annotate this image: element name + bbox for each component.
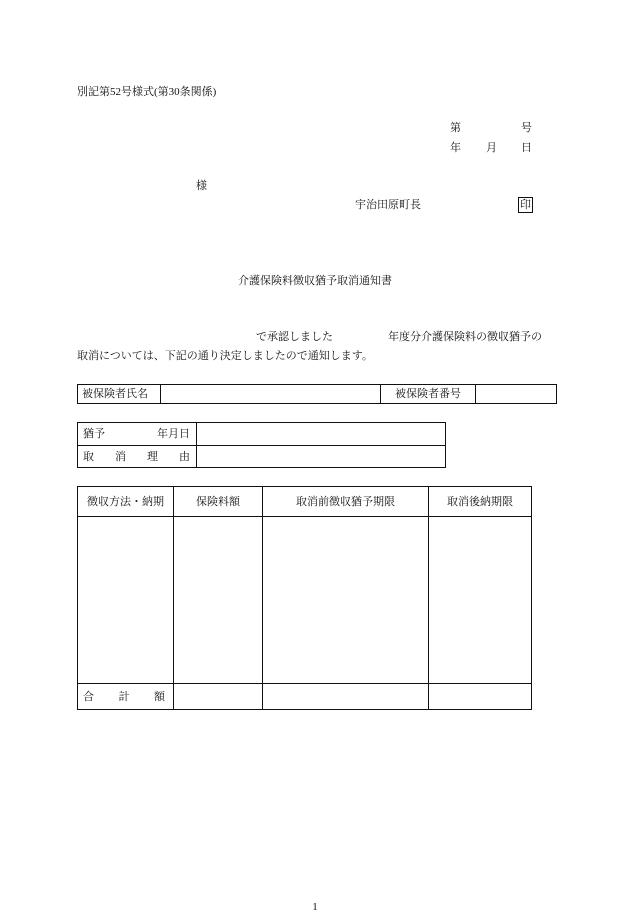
number-prefix: 第 [450,122,461,134]
insured-number-value [476,385,557,404]
issuer-name: 宇治田原町長 [355,199,421,211]
deferral-date-value [197,423,446,446]
cancel-reason-row [78,446,446,468]
date-month: 月 [486,142,497,154]
page-number: 1 [312,901,318,913]
cancel-reason-char: 消 [115,450,126,463]
deferral-date-label-suffix: 年月日 [157,428,190,440]
total-post-cancel-cell [429,684,532,710]
seal-mark: 印 [520,199,531,211]
body-text-part1: で承認しました [256,331,333,343]
collection-header-row [78,487,532,517]
total-label-char: 計 [118,690,130,703]
deferral-date-label-prefix: 猶予 [83,428,105,440]
insured-name-label: 被保険者氏名 [78,385,161,404]
number-suffix: 号 [521,122,532,134]
insured-table [77,384,557,404]
date-year: 年 [450,142,461,154]
form-id: 別記第52号様式(第30条関係) [77,86,217,98]
insured-name-value [161,385,381,404]
total-premium-cell [174,684,263,710]
post-cancel-deadline-cell [429,517,532,684]
pre-cancel-deadline-cell [263,517,429,684]
header-collection-method: 徴収方法・納期 [78,487,174,517]
cancel-reason-value [197,446,446,468]
total-label-char: 額 [154,690,165,703]
header-post-cancel-deadline: 取消後納期限 [429,487,532,517]
total-label-char: 合 [83,690,94,703]
insured-row [78,385,557,404]
collection-table [77,486,532,710]
deferral-table [77,422,446,468]
premium-amount-cell [174,517,263,684]
total-label [78,684,174,710]
collection-total-row [78,684,532,710]
collection-body-row [78,517,532,684]
cancel-reason-char: 取 [83,450,94,463]
insured-number-label: 被保険者番号 [381,385,476,404]
collection-method-cell [78,517,174,684]
document-title: 介護保険料徴収猶予取消通知書 [238,275,392,287]
header-pre-cancel-deadline: 取消前徴収猶予期限 [263,487,429,517]
cancel-reason-char: 理 [147,450,158,463]
body-text-line2: 取消については、下記の通り決定しましたので通知します。 [77,350,373,362]
deferral-date-label [78,423,197,446]
total-pre-cancel-cell [263,684,429,710]
date-day: 日 [521,142,532,154]
deferral-date-row [78,423,446,446]
header-premium-amount: 保険料額 [174,487,263,517]
body-text-part2: 年度分介護保険料の徴収猶予の [388,331,542,343]
cancel-reason-label [78,446,197,468]
addressee-suffix: 様 [196,180,207,192]
cancel-reason-char: 由 [179,450,190,463]
